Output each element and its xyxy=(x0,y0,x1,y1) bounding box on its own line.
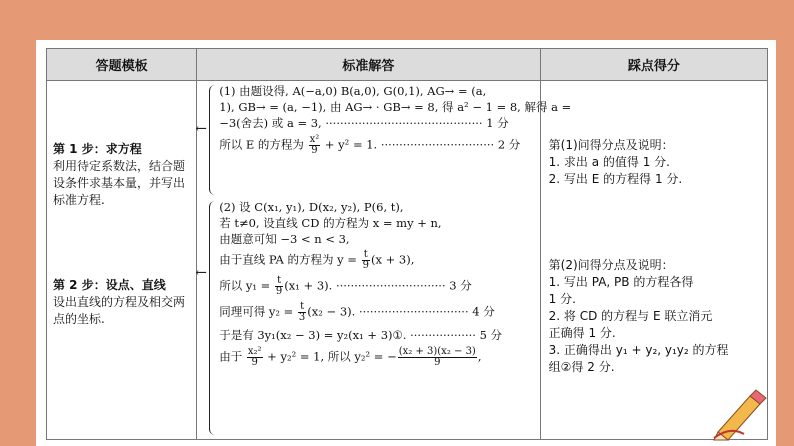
fraction xyxy=(298,302,306,323)
solution-cell xyxy=(195,81,572,440)
solution-text: (x₁ + 3). ······························ 3 分 xyxy=(284,278,472,293)
solution-part-2 xyxy=(219,199,533,368)
numerator: t xyxy=(362,250,370,261)
solution-text: 由于 xyxy=(219,349,246,364)
step-1-title: 第 1 步：求方程 xyxy=(53,142,142,156)
fraction xyxy=(247,347,263,368)
content-panel xyxy=(36,40,776,446)
numerator: t xyxy=(275,276,283,287)
solution-text: (x₂ − 3). ······························ 4 分 xyxy=(307,304,495,319)
fraction xyxy=(362,250,370,271)
step-2 xyxy=(53,277,193,328)
solution-line xyxy=(219,250,533,271)
solution-line: 1), GB→ = (a, −1), 由 AG→ · GB→ = 8, 得 a² − 1 = 8, 解得 a = xyxy=(219,100,572,114)
brace-part-1 xyxy=(209,85,216,195)
solution-line xyxy=(219,276,533,297)
scoring-line: 第(1)问得分点及说明： xyxy=(548,138,674,152)
solution-text: + y² = 1. ······························· 2 分 xyxy=(321,137,521,152)
brace-part-2 xyxy=(209,201,216,435)
solution-line: (1) 由题设得, A(−a,0) B(a,0), G(0,1), AG→ = (a, xyxy=(219,84,487,98)
solution-text: 所以 E 的方程为 xyxy=(219,137,308,152)
fraction xyxy=(398,347,477,368)
denominator: 9 xyxy=(434,357,441,368)
header-template: 答题模板 xyxy=(47,49,197,81)
template-cell xyxy=(47,81,197,440)
answer-template-table xyxy=(46,48,768,440)
solution-line: 由题意可知 −3 < n < 3, xyxy=(219,232,350,246)
step-1 xyxy=(53,141,193,209)
scoring-line: 第(2)问得分点及说明： xyxy=(548,258,674,272)
step-2-body: 设出直线的方程及相交两点的坐标. xyxy=(53,295,186,326)
scoring-line: 1 分. xyxy=(548,292,576,306)
scoring-line: 3. 正确得出 y₁ + y₂, y₁y₂ 的方程 xyxy=(548,343,729,357)
step-2-title: 第 2 步：设点、直线 xyxy=(53,278,166,292)
fraction xyxy=(275,276,283,297)
solution-part-1 xyxy=(219,83,572,156)
scoring-line: 1. 写出 PA, PB 的方程各得 xyxy=(548,275,694,289)
solution-text: 由于直线 PA 的方程为 y = xyxy=(219,252,361,267)
scoring-part-2 xyxy=(549,257,763,376)
fraction xyxy=(309,135,321,156)
solution-line xyxy=(219,135,533,156)
numerator: (x₂ + 3)(x₂ − 3) xyxy=(398,346,476,357)
solution-text: 同理可得 y₂ = xyxy=(219,304,297,319)
denominator: 9 xyxy=(311,145,318,156)
scoring-line: 组②得 2 分. xyxy=(548,360,615,374)
denominator: 3 xyxy=(298,312,306,323)
scoring-line: 1. 求出 a 的值得 1 分. xyxy=(548,155,670,169)
scoring-part-1 xyxy=(549,137,763,188)
table-body-row xyxy=(47,81,768,440)
solution-line: (2) 设 C(x₁, y₁), D(x₂, y₂), P(6, t), xyxy=(219,200,404,214)
denominator: 9 xyxy=(362,260,369,271)
left-arrow-icon: ← xyxy=(195,121,207,137)
solution-text: , xyxy=(477,349,482,364)
solution-line: 于是有 3y₁(x₂ − 3) = y₂(x₁ + 3)①. ·················· 5 分 xyxy=(219,328,503,342)
header-scoring: 踩点得分 xyxy=(540,49,767,81)
scoring-line: 正确得 1 分. xyxy=(548,326,616,340)
step-1-body: 利用待定系数法，结合题设条件求基本量，并写出标准方程. xyxy=(53,159,186,207)
header-solution: 标准解答 xyxy=(197,49,540,81)
denominator: 9 xyxy=(251,357,258,368)
solution-text: 所以 y₁ = xyxy=(219,278,274,293)
numerator: t xyxy=(298,302,306,313)
pencil-icon xyxy=(710,382,770,442)
table-header-row xyxy=(47,49,768,81)
denominator: 9 xyxy=(275,286,283,297)
numerator: x² xyxy=(309,134,320,145)
left-arrow-icon: ← xyxy=(195,265,207,281)
solution-text: (x + 3), xyxy=(370,252,415,267)
numerator: x₂² xyxy=(247,346,262,357)
solution-line: 若 t≠0, 设直线 CD 的方程为 x = my + n, xyxy=(219,216,442,230)
scoring-line: 2. 将 CD 的方程与 E 联立消元 xyxy=(548,309,713,323)
solution-line xyxy=(219,347,533,368)
solution-text: + y₂² = 1, 所以 y₂² = − xyxy=(263,349,397,364)
solution-line xyxy=(219,302,533,323)
solution-line: −3(舍去) 或 a = 3, ··········································· 1 分 xyxy=(219,116,509,130)
scoring-line: 2. 写出 E 的方程得 1 分. xyxy=(548,172,683,186)
